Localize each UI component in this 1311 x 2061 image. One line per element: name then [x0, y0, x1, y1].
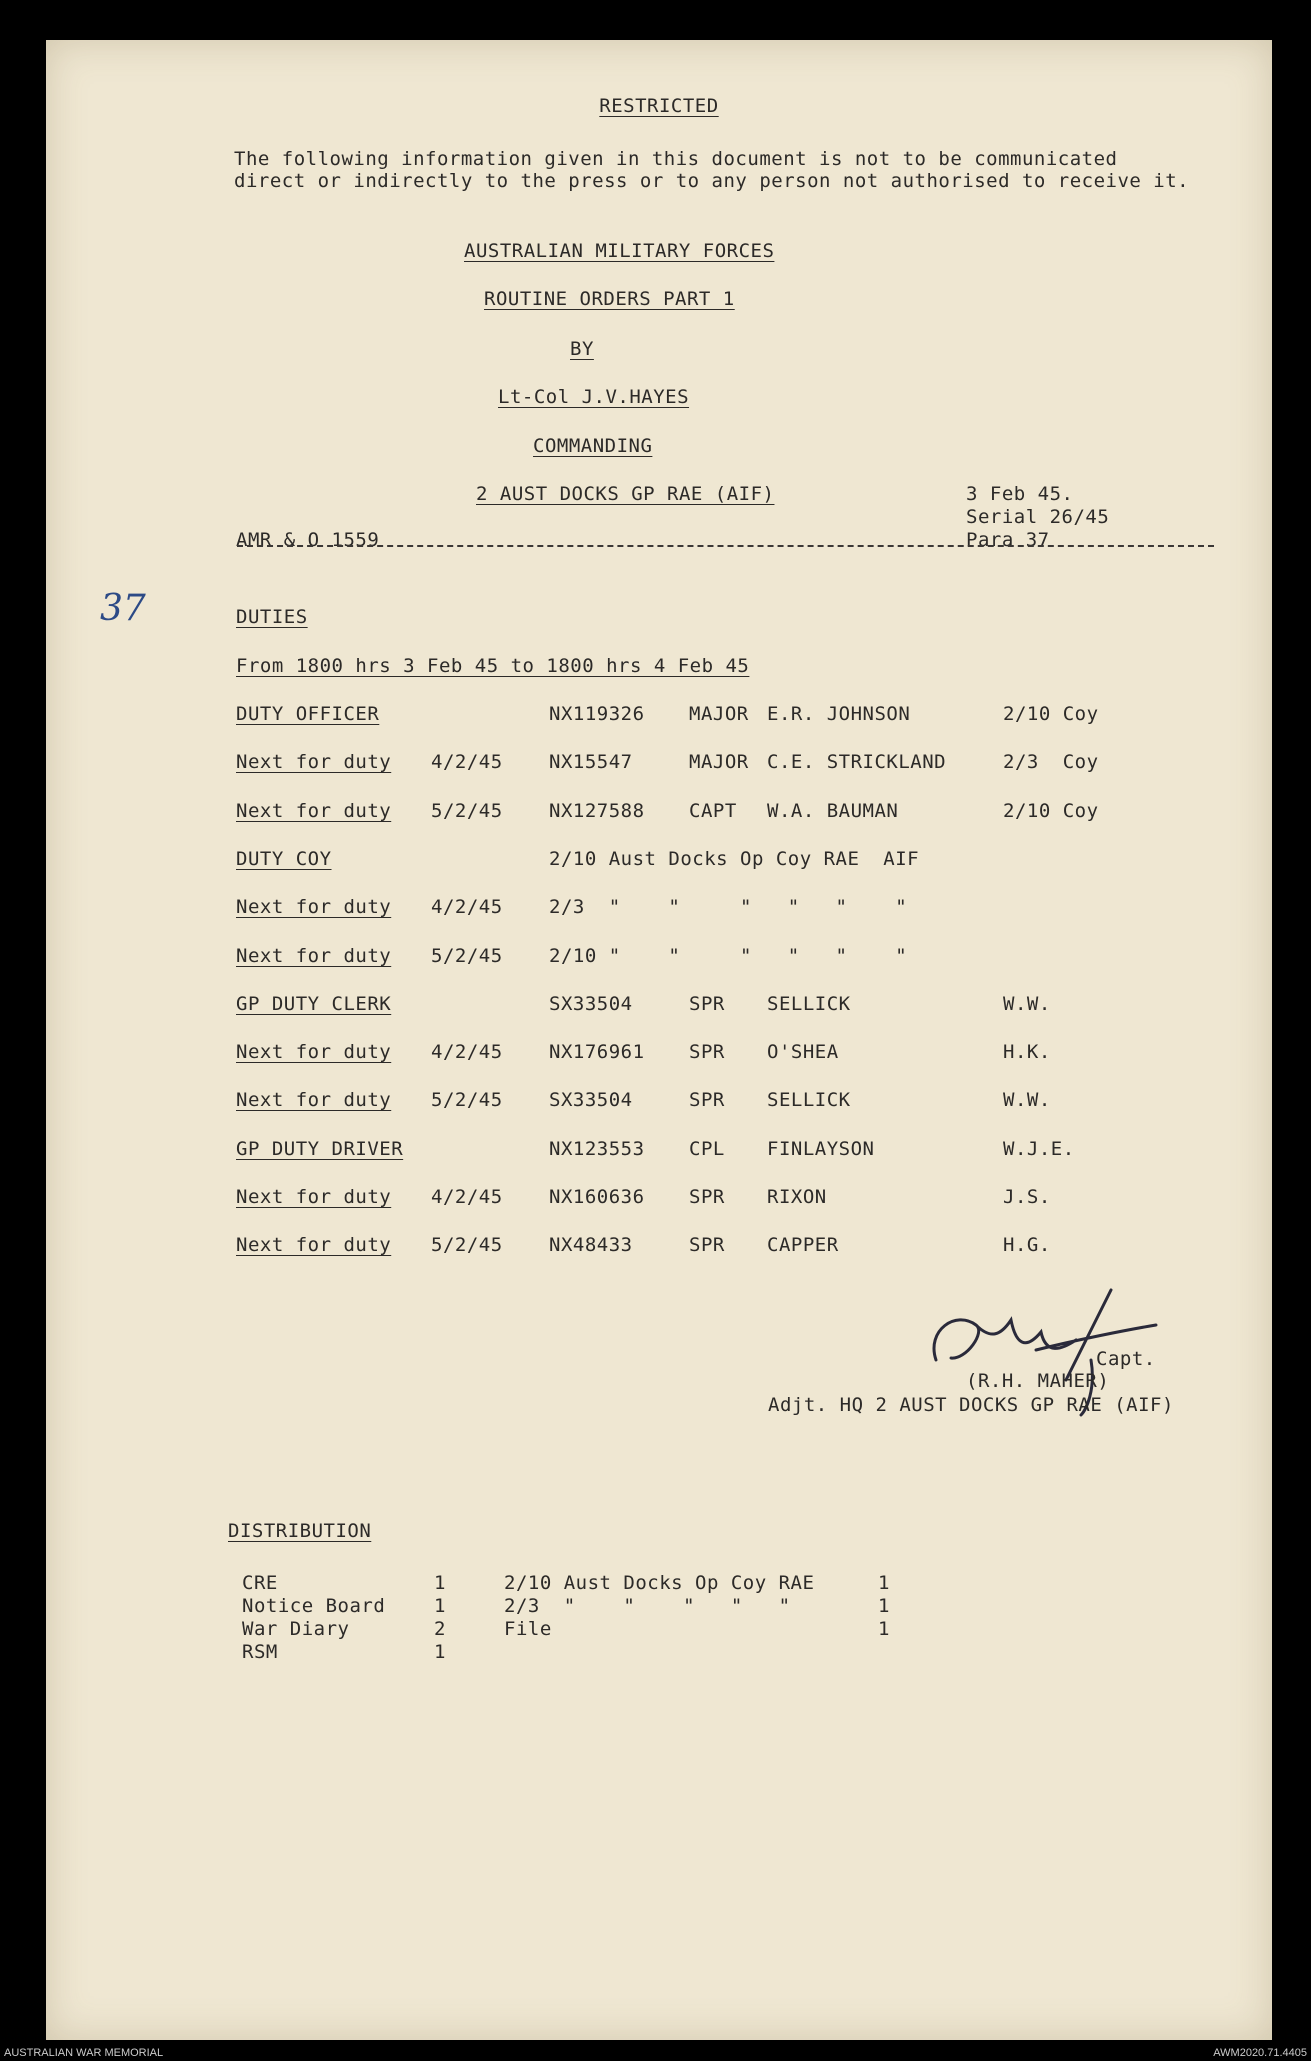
duty-row-c1: NX160636	[549, 1186, 645, 1208]
duty-row-c3: O'SHEA	[767, 1041, 839, 1063]
duty-row-c2: MAJOR	[689, 751, 749, 773]
duty-row-c3: SELLICK	[767, 1089, 851, 1111]
duty-row-label: GP DUTY DRIVER	[236, 1138, 404, 1160]
distribution-heading: DISTRIBUTION	[228, 1520, 372, 1542]
distribution-quantity: 1	[434, 1641, 446, 1663]
duty-row-c1: NX119326	[549, 703, 645, 725]
notice-line-1: The following information given in this document is not to be communicated	[234, 148, 1118, 170]
duties-period: From 1800 hrs 3 Feb 45 to 1800 hrs 4 Feb 45	[236, 655, 750, 677]
handwritten-margin-note: 37	[100, 588, 146, 629]
footer-right: AWM2020.71.4405	[1213, 2047, 1307, 2059]
amr-reference: AMR & O 1559	[236, 529, 380, 551]
duty-row-label: Next for duty	[236, 1186, 392, 1208]
distribution-recipient: File	[504, 1618, 552, 1640]
duty-row-c3: CAPPER	[767, 1234, 839, 1256]
duty-row-c4: 2/10 Coy	[1003, 800, 1099, 822]
footer-left: AUSTRALIAN WAR MEMORIAL	[4, 2047, 164, 2059]
restricted-heading: RESTRICTED	[599, 95, 719, 117]
duty-row-label: Next for duty	[236, 800, 392, 822]
signature-rank: Capt.	[1096, 1348, 1156, 1370]
duty-row-c4: H.G.	[1003, 1234, 1051, 1256]
header-divider	[237, 545, 1214, 547]
duty-row-c2: SPR	[689, 993, 725, 1015]
duty-row-date: 4/2/45	[431, 1041, 503, 1063]
title-line-1: AUSTRALIAN MILITARY FORCES	[464, 240, 775, 262]
duty-row-c3: W.A. BAUMAN	[767, 800, 899, 822]
duty-row-c2: SPR	[689, 1089, 725, 1111]
duty-row-c4: 2/3 Coy	[1003, 751, 1099, 773]
duty-row-c2: MAJOR	[689, 703, 749, 725]
distribution-recipient: 2/3 " " " " "	[504, 1595, 791, 1617]
document-page	[46, 40, 1272, 2040]
duty-row-c2: CPL	[689, 1138, 725, 1160]
duty-row-label: Next for duty	[236, 1041, 392, 1063]
duty-row-c3: E.R. JOHNSON	[767, 703, 911, 725]
duty-row-date: 5/2/45	[431, 945, 503, 967]
distribution-recipient: War Diary	[242, 1618, 350, 1640]
duty-row-c1: NX15547	[549, 751, 633, 773]
duty-row-c2: CAPT	[689, 800, 737, 822]
duty-row-c1: 2/10 Aust Docks Op Coy RAE AIF	[549, 848, 920, 870]
duty-row-c1: NX127588	[549, 800, 645, 822]
duty-row-c2: SPR	[689, 1234, 725, 1256]
distribution-recipient: CRE	[242, 1572, 278, 1594]
duty-row-c3: SELLICK	[767, 993, 851, 1015]
duty-row-label: Next for duty	[236, 945, 392, 967]
distribution-quantity: 2	[434, 1618, 446, 1640]
title-line-6: 2 AUST DOCKS GP RAE (AIF)	[476, 483, 775, 505]
distribution-quantity: 1	[434, 1572, 446, 1594]
duty-row-c1: SX33504	[549, 993, 633, 1015]
duty-row-label: GP DUTY CLERK	[236, 993, 392, 1015]
duty-row-c1: 2/10 " " " " " "	[549, 945, 908, 967]
duties-heading: DUTIES	[236, 606, 308, 628]
date-text: 3 Feb 45.	[966, 483, 1074, 505]
distribution-quantity: 1	[878, 1595, 890, 1617]
title-line-3: BY	[570, 338, 594, 360]
duty-row-c4: H.K.	[1003, 1041, 1051, 1063]
duty-row-c4: W.W.	[1003, 993, 1051, 1015]
duty-row-date: 4/2/45	[431, 751, 503, 773]
distribution-quantity: 1	[878, 1618, 890, 1640]
signature-name: (R.H. MAHER)	[966, 1370, 1110, 1392]
distribution-recipient: 2/10 Aust Docks Op Coy RAE	[504, 1572, 815, 1594]
distribution-recipient: Notice Board	[242, 1595, 386, 1617]
duty-row-date: 5/2/45	[431, 1089, 503, 1111]
duty-row-date: 5/2/45	[431, 1234, 503, 1256]
duty-row-c4: W.W.	[1003, 1089, 1051, 1111]
title-line-4: Lt-Col J.V.HAYES	[498, 386, 690, 408]
signature-appointment: Adjt. HQ 2 AUST DOCKS GP RAE (AIF)	[768, 1394, 1174, 1416]
title-line-2: ROUTINE ORDERS PART 1	[484, 288, 735, 310]
duty-row-date: 4/2/45	[431, 1186, 503, 1208]
para-text: Para 37	[966, 529, 1050, 551]
duty-row-label: DUTY OFFICER	[236, 703, 380, 725]
duty-row-label: Next for duty	[236, 1234, 392, 1256]
duty-row-label: Next for duty	[236, 896, 392, 918]
duty-row-date: 4/2/45	[431, 896, 503, 918]
notice-line-2: direct or indirectly to the press or to any person not authorised to receive it.	[234, 170, 1190, 192]
duty-row-c3: RIXON	[767, 1186, 827, 1208]
duty-row-c4: 2/10 Coy	[1003, 703, 1099, 725]
duty-row-label: Next for duty	[236, 751, 392, 773]
distribution-quantity: 1	[434, 1595, 446, 1617]
duty-row-c1: SX33504	[549, 1089, 633, 1111]
distribution-recipient: RSM	[242, 1641, 278, 1663]
duty-row-c4: J.S.	[1003, 1186, 1051, 1208]
duty-row-c4: W.J.E.	[1003, 1138, 1075, 1160]
duty-row-c3: FINLAYSON	[767, 1138, 875, 1160]
duty-row-c2: SPR	[689, 1041, 725, 1063]
title-line-5: COMMANDING	[533, 435, 653, 457]
duty-row-label: Next for duty	[236, 1089, 392, 1111]
serial-text: Serial 26/45	[966, 506, 1110, 528]
duty-row-label: DUTY COY	[236, 848, 332, 870]
duty-row-c3: C.E. STRICKLAND	[767, 751, 947, 773]
distribution-quantity: 1	[878, 1572, 890, 1594]
duty-row-c1: NX48433	[549, 1234, 633, 1256]
duty-row-c1: 2/3 " " " " " "	[549, 896, 908, 918]
duty-row-c2: SPR	[689, 1186, 725, 1208]
duty-row-c1: NX123553	[549, 1138, 645, 1160]
duty-row-date: 5/2/45	[431, 800, 503, 822]
duty-row-c1: NX176961	[549, 1041, 645, 1063]
